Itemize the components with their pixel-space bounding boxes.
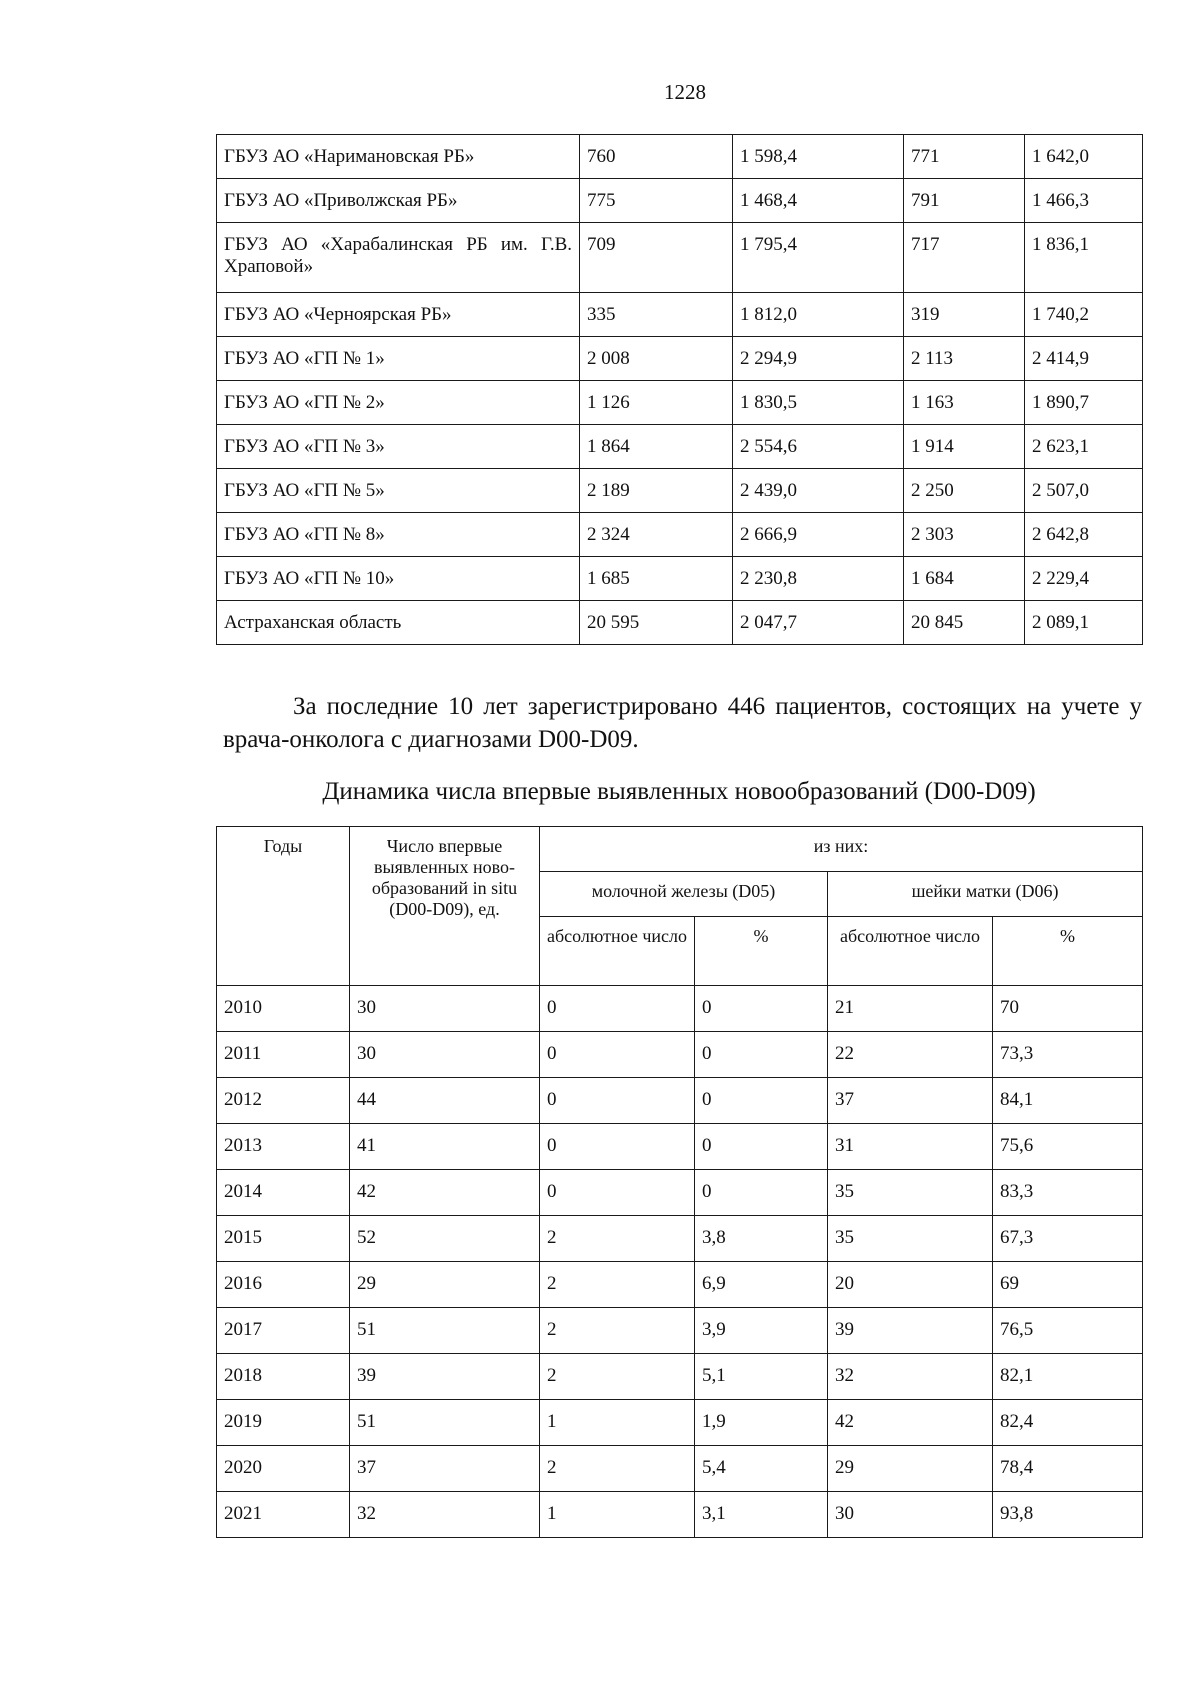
hospital-stats-table [216, 134, 1143, 645]
value-cell-c4: 1 642,0 [1025, 135, 1143, 179]
value-cell-c1: 1 685 [580, 557, 733, 601]
year-cell: 2020 [217, 1446, 350, 1492]
table-row [217, 1262, 1143, 1308]
header-breast: молочной железы (D05) [540, 872, 828, 917]
table-row [217, 513, 1143, 557]
institution-name-cell: ГБУЗ АО «Наримановская РБ» [217, 135, 580, 179]
institution-name-cell: ГБУЗ АО «Черноярская РБ» [217, 293, 580, 337]
value-cell-c2: 2 666,9 [733, 513, 904, 557]
breast-percent-cell: 3,9 [695, 1308, 828, 1354]
table-row [217, 986, 1143, 1032]
value-cell-c2: 2 439,0 [733, 469, 904, 513]
institution-name-cell: ГБУЗ АО «Приволжская РБ» [217, 179, 580, 223]
table-row [217, 1032, 1143, 1078]
breast-percent-cell: 0 [695, 1170, 828, 1216]
table-row [217, 381, 1143, 425]
institution-name-cell: ГБУЗ АО «ГП № 8» [217, 513, 580, 557]
value-cell-c4: 1 466,3 [1025, 179, 1143, 223]
table-row [217, 1216, 1143, 1262]
table-row [217, 1124, 1143, 1170]
count-cell: 30 [350, 986, 540, 1032]
value-cell-c1: 709 [580, 223, 733, 293]
value-cell-c3: 1 163 [904, 381, 1025, 425]
value-cell-c1: 1 126 [580, 381, 733, 425]
value-cell-c3: 2 113 [904, 337, 1025, 381]
page-number: 1228 [664, 80, 706, 104]
value-cell-c4: 2 229,4 [1025, 557, 1143, 601]
table-row [217, 1170, 1143, 1216]
year-cell: 2021 [217, 1492, 350, 1538]
table-row [217, 557, 1143, 601]
cervix-percent-cell: 73,3 [993, 1032, 1143, 1078]
header-cervix: шейки матки (D06) [828, 872, 1143, 917]
institution-name-cell: ГБУЗ АО «ГП № 2» [217, 381, 580, 425]
value-cell-c4: 1 740,2 [1025, 293, 1143, 337]
breast-percent-cell: 0 [695, 1032, 828, 1078]
value-cell-c4: 2 623,1 [1025, 425, 1143, 469]
year-cell: 2018 [217, 1354, 350, 1400]
institution-name-cell: ГБУЗ АО «ГП № 10» [217, 557, 580, 601]
count-cell: 42 [350, 1170, 540, 1216]
table-row [217, 223, 1143, 293]
value-cell-c4: 1 890,7 [1025, 381, 1143, 425]
cervix-percent-cell: 82,1 [993, 1354, 1143, 1400]
cervix-absolute-cell: 37 [828, 1078, 993, 1124]
header-breast-absolute: абсолютное число [540, 917, 695, 986]
value-cell-c1: 2 008 [580, 337, 733, 381]
breast-percent-cell: 1,9 [695, 1400, 828, 1446]
cervix-percent-cell: 84,1 [993, 1078, 1143, 1124]
header-cervix-absolute: абсолютное число [828, 917, 993, 986]
value-cell-c1: 760 [580, 135, 733, 179]
value-cell-c1: 2 189 [580, 469, 733, 513]
header-breast-percent: % [695, 917, 828, 986]
table-row [217, 425, 1143, 469]
value-cell-c3: 717 [904, 223, 1025, 293]
cervix-absolute-cell: 30 [828, 1492, 993, 1538]
year-cell: 2019 [217, 1400, 350, 1446]
breast-percent-cell: 3,1 [695, 1492, 828, 1538]
breast-percent-cell: 3,8 [695, 1216, 828, 1262]
table-title: Динамика числа впервые выявленных новообразований (D00-D09) [322, 778, 1036, 805]
count-cell: 30 [350, 1032, 540, 1078]
value-cell-c1: 20 595 [580, 601, 733, 645]
breast-absolute-cell: 2 [540, 1216, 695, 1262]
header-years: Годы [217, 827, 350, 986]
year-cell: 2014 [217, 1170, 350, 1216]
value-cell-c2: 1 795,4 [733, 223, 904, 293]
breast-absolute-cell: 0 [540, 1124, 695, 1170]
cervix-percent-cell: 82,4 [993, 1400, 1143, 1446]
value-cell-c2: 2 554,6 [733, 425, 904, 469]
cervix-absolute-cell: 42 [828, 1400, 993, 1446]
value-cell-c3: 1 684 [904, 557, 1025, 601]
breast-absolute-cell: 2 [540, 1262, 695, 1308]
count-cell: 32 [350, 1492, 540, 1538]
value-cell-c1: 2 324 [580, 513, 733, 557]
header-of-them: из них: [540, 827, 1143, 872]
count-cell: 29 [350, 1262, 540, 1308]
institution-name-cell: ГБУЗ АО «Харабалинская РБ им. Г.В. Храповой» [217, 223, 580, 293]
count-cell: 51 [350, 1308, 540, 1354]
table-row [217, 601, 1143, 645]
breast-absolute-cell: 0 [540, 1078, 695, 1124]
breast-percent-cell: 5,1 [695, 1354, 828, 1400]
institution-name-cell: Астраханская область [217, 601, 580, 645]
value-cell-c3: 1 914 [904, 425, 1025, 469]
breast-percent-cell: 6,9 [695, 1262, 828, 1308]
cervix-absolute-cell: 32 [828, 1354, 993, 1400]
cervix-absolute-cell: 31 [828, 1124, 993, 1170]
breast-absolute-cell: 2 [540, 1446, 695, 1492]
table-row [217, 1492, 1143, 1538]
table-row [217, 179, 1143, 223]
table-header [217, 827, 1143, 986]
count-cell: 41 [350, 1124, 540, 1170]
breast-percent-cell: 0 [695, 986, 828, 1032]
value-cell-c2: 1 468,4 [733, 179, 904, 223]
year-cell: 2012 [217, 1078, 350, 1124]
table-row [217, 293, 1143, 337]
breast-absolute-cell: 1 [540, 1400, 695, 1446]
header-count: Число впервые выявленных ново-образований in situ (D00-D09), ед. [350, 827, 540, 986]
table-row [217, 1446, 1143, 1492]
header-cervix-percent: % [993, 917, 1143, 986]
value-cell-c3: 20 845 [904, 601, 1025, 645]
value-cell-c4: 2 642,8 [1025, 513, 1143, 557]
value-cell-c2: 1 830,5 [733, 381, 904, 425]
value-cell-c4: 1 836,1 [1025, 223, 1143, 293]
cervix-absolute-cell: 20 [828, 1262, 993, 1308]
breast-absolute-cell: 0 [540, 1032, 695, 1078]
hospital-stats-table-body [217, 135, 1143, 645]
year-cell: 2010 [217, 986, 350, 1032]
cervix-percent-cell: 78,4 [993, 1446, 1143, 1492]
value-cell-c2: 2 230,8 [733, 557, 904, 601]
cervix-absolute-cell: 39 [828, 1308, 993, 1354]
count-cell: 37 [350, 1446, 540, 1492]
year-cell: 2013 [217, 1124, 350, 1170]
value-cell-c3: 2 250 [904, 469, 1025, 513]
value-cell-c2: 1 812,0 [733, 293, 904, 337]
count-cell: 51 [350, 1400, 540, 1446]
institution-name-cell: ГБУЗ АО «ГП № 5» [217, 469, 580, 513]
table-row [217, 1308, 1143, 1354]
value-cell-c3: 791 [904, 179, 1025, 223]
table-row [217, 1354, 1143, 1400]
year-cell: 2015 [217, 1216, 350, 1262]
value-cell-c4: 2 089,1 [1025, 601, 1143, 645]
value-cell-c1: 1 864 [580, 425, 733, 469]
neoplasm-dynamics-table [216, 826, 1143, 1538]
table-row [217, 469, 1143, 513]
count-cell: 44 [350, 1078, 540, 1124]
breast-absolute-cell: 1 [540, 1492, 695, 1538]
cervix-absolute-cell: 29 [828, 1446, 993, 1492]
value-cell-c1: 775 [580, 179, 733, 223]
institution-name-cell: ГБУЗ АО «ГП № 1» [217, 337, 580, 381]
table-row [217, 1078, 1143, 1124]
breast-absolute-cell: 2 [540, 1354, 695, 1400]
count-cell: 52 [350, 1216, 540, 1262]
breast-absolute-cell: 0 [540, 1170, 695, 1216]
year-cell: 2011 [217, 1032, 350, 1078]
breast-absolute-cell: 2 [540, 1308, 695, 1354]
value-cell-c1: 335 [580, 293, 733, 337]
cervix-percent-cell: 76,5 [993, 1308, 1143, 1354]
cervix-absolute-cell: 21 [828, 986, 993, 1032]
cervix-percent-cell: 83,3 [993, 1170, 1143, 1216]
cervix-percent-cell: 67,3 [993, 1216, 1143, 1262]
value-cell-c2: 1 598,4 [733, 135, 904, 179]
value-cell-c4: 2 414,9 [1025, 337, 1143, 381]
cervix-absolute-cell: 22 [828, 1032, 993, 1078]
value-cell-c3: 319 [904, 293, 1025, 337]
cervix-absolute-cell: 35 [828, 1216, 993, 1262]
count-cell: 39 [350, 1354, 540, 1400]
neoplasm-dynamics-table-body [217, 986, 1143, 1538]
value-cell-c4: 2 507,0 [1025, 469, 1143, 513]
table-row [217, 1400, 1143, 1446]
value-cell-c3: 771 [904, 135, 1025, 179]
breast-percent-cell: 5,4 [695, 1446, 828, 1492]
institution-name-cell: ГБУЗ АО «ГП № 3» [217, 425, 580, 469]
value-cell-c2: 2 294,9 [733, 337, 904, 381]
cervix-percent-cell: 69 [993, 1262, 1143, 1308]
breast-percent-cell: 0 [695, 1078, 828, 1124]
year-cell: 2016 [217, 1262, 350, 1308]
cervix-percent-cell: 75,6 [993, 1124, 1143, 1170]
table-row [217, 337, 1143, 381]
value-cell-c3: 2 303 [904, 513, 1025, 557]
year-cell: 2017 [217, 1308, 350, 1354]
cervix-absolute-cell: 35 [828, 1170, 993, 1216]
table-row [217, 135, 1143, 179]
cervix-percent-cell: 93,8 [993, 1492, 1143, 1538]
breast-percent-cell: 0 [695, 1124, 828, 1170]
cervix-percent-cell: 70 [993, 986, 1143, 1032]
summary-paragraph: За последние 10 лет зарегистрировано 446 пациентов, состоящих на учете у врача-онколога с диагнозами D00-D09. [223, 693, 1142, 753]
value-cell-c2: 2 047,7 [733, 601, 904, 645]
breast-absolute-cell: 0 [540, 986, 695, 1032]
